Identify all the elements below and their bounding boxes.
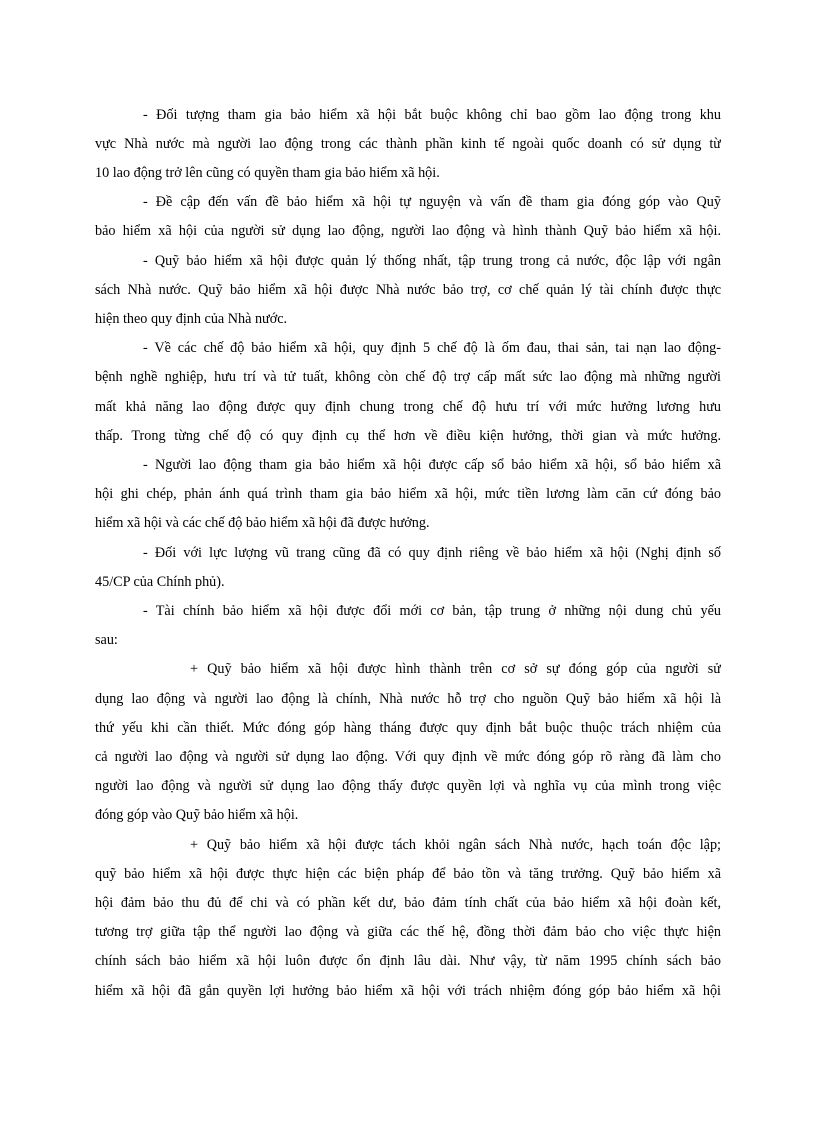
paragraph-line: cả người lao động và người sử dụng lao động. Với quy định về mức đóng góp rõ ràng đã làm cho: [95, 749, 721, 765]
paragraph-line: mất khả năng lao động được quy định chung trong chế độ hưu trí với mức hưởng lương hưu: [95, 399, 721, 415]
paragraph-line: sau:: [95, 632, 118, 648]
paragraph-line: chính sách bảo hiểm xã hội luôn được ổn định lâu dài. Như vậy, từ năm 1995 chính sách bảo: [95, 953, 721, 969]
paragraph-line: thứ yếu khi cần thiết. Mức đóng góp hàng tháng được quy định bắt buộc thuộc trách nhiệm của: [95, 720, 721, 736]
paragraph-line: hiểm xã hội và các chế độ bảo hiểm xã hội đã được hưởng.: [95, 515, 430, 531]
paragraph-line: 45/CP của Chính phủ).: [95, 574, 225, 590]
paragraph-line: vực Nhà nước mà người lao động trong các thành phần kinh tế ngoài quốc doanh có sử dụng từ: [95, 136, 721, 152]
paragraph-line: sách Nhà nước. Quỹ bảo hiểm xã hội được Nhà nước bảo trợ, cơ chế quản lý tài chính được thực: [95, 282, 721, 298]
paragraph-line: dụng lao động và người lao động là chính, Nhà nước hỗ trợ cho nguồn Quỹ bảo hiểm xã hội là: [95, 691, 721, 707]
paragraph-line: quỹ bảo hiểm xã hội được thực hiện các biện pháp để bảo tồn và tăng trưởng. Quỹ bảo hiểm xã: [95, 866, 721, 882]
paragraph-line: - Về các chế độ bảo hiểm xã hội, quy định 5 chế độ là ốm đau, thai sản, tai nạn lao động-: [143, 340, 721, 356]
paragraph-line: + Quỹ bảo hiểm xã hội được hình thành trên cơ sở sự đóng góp của người sử: [190, 661, 721, 677]
paragraph-line: - Đối tượng tham gia bảo hiểm xã hội bắt buộc không chỉ bao gồm lao động trong khu: [143, 107, 721, 123]
paragraph-line: hội ghi chép, phản ánh quá trình tham gia bảo hiểm xã hội, mức tiền lương làm căn cứ đóng bảo: [95, 486, 721, 502]
paragraph-line: hiện theo quy định của Nhà nước.: [95, 311, 288, 327]
paragraph-line: người lao động và người sử dụng lao động thấy được quyền lợi và nghĩa vụ của mình trong việc: [95, 778, 721, 794]
paragraph-line: bệnh nghề nghiệp, hưu trí và tử tuất, không còn chế độ trợ cấp mất sức lao động mà những người: [95, 369, 721, 385]
paragraph-line: đóng góp vào Quỹ bảo hiểm xã hội.: [95, 807, 299, 823]
paragraph-line: hiểm xã hội đã gắn quyền lợi hưởng bảo hiểm xã hội với trách nhiệm đóng góp bảo hiểm xã hội: [95, 983, 721, 999]
paragraph-line: thấp. Trong từng chế độ có quy định cụ thể hơn về điều kiện hưởng, thời gian và mức hưởng.: [95, 428, 721, 444]
paragraph-line: - Đối với lực lượng vũ trang cũng đã có quy định riêng về bảo hiểm xã hội (Nghị định số: [143, 545, 721, 561]
paragraph-line: tương trợ giữa tập thể người lao động và giữa các thế hệ, đồng thời đảm bảo cho việc thực hiện: [95, 924, 721, 940]
paragraph-line: 10 lao động trở lên cũng có quyền tham gia bảo hiểm xã hội.: [95, 165, 440, 181]
paragraph-line: + Quỹ bảo hiểm xã hội được tách khỏi ngân sách Nhà nước, hạch toán độc lập;: [190, 837, 721, 853]
paragraph-line: - Tài chính bảo hiểm xã hội được đổi mới cơ bản, tập trung ở những nội dung chủ yếu: [143, 603, 721, 619]
paragraph-line: - Người lao động tham gia bảo hiểm xã hội được cấp sổ bảo hiểm xã hội, sổ bảo hiểm xã: [143, 457, 721, 473]
paragraph-line: - Quỹ bảo hiểm xã hội được quản lý thống nhất, tập trung trong cả nước, độc lập với ngân: [143, 253, 721, 269]
paragraph-line: hội đảm bảo thu đủ để chi và có phần kết dư, bảo đảm tính chất của bảo hiểm xã hội đoàn kết,: [95, 895, 721, 911]
paragraph-line: - Đề cập đến vấn đề bảo hiểm xã hội tự nguyện và vấn đề tham gia đóng góp vào Quỹ: [143, 194, 721, 210]
paragraph-line: bảo hiểm xã hội của người sử dụng lao động, người lao động và hình thành Quỹ bảo hiểm xã hội.: [95, 223, 721, 239]
